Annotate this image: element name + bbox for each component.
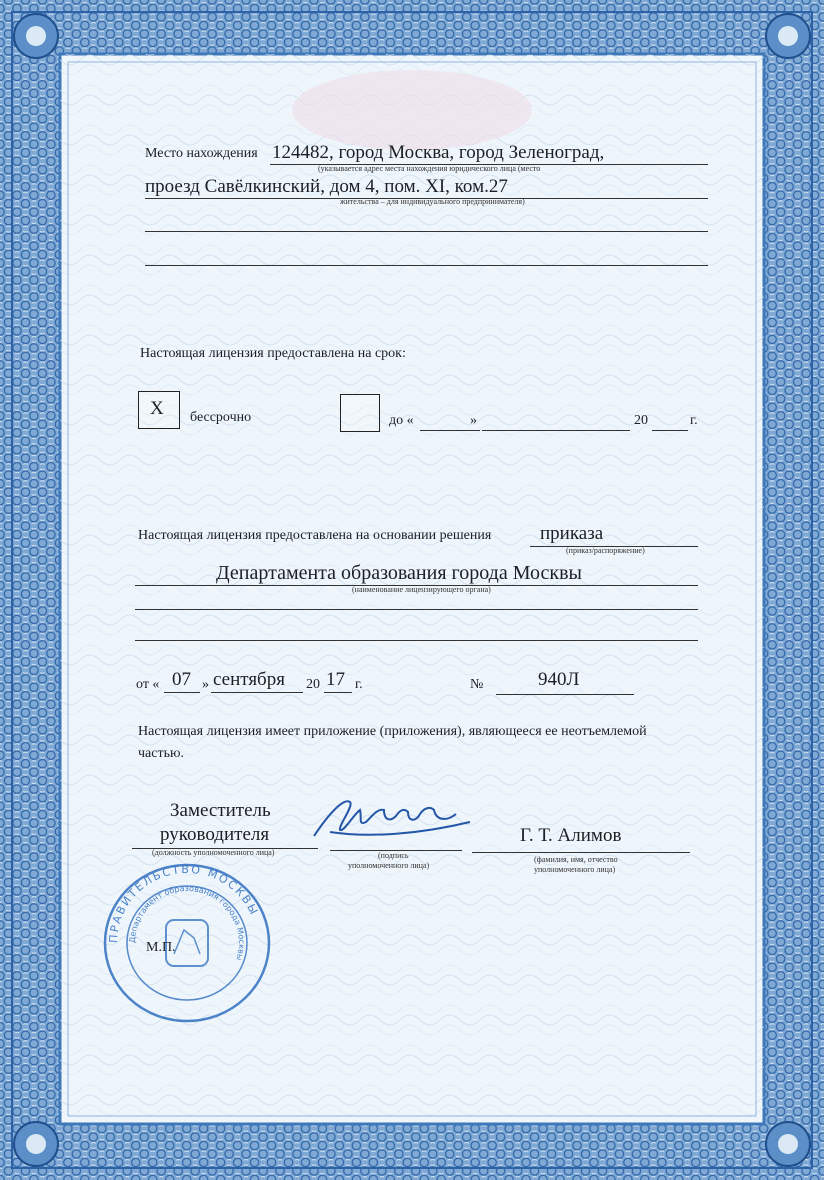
basis-underline-2 [135,609,698,610]
until-quote: » [470,413,477,428]
official-seal [94,858,280,1028]
order-number: 940Л [538,669,580,690]
appendix-line2: частью. [138,746,184,761]
location-line1: 124482, город Москва, город Зеленоград, [272,142,605,163]
signature-mark [300,792,480,852]
signatory-name: Г. Т. Алимов [520,825,622,846]
order-number-line [496,694,634,695]
position-line2: руководителя [160,824,270,845]
basis-label: Настоящая лицензия предоставлена на основании решения [138,528,492,543]
order-year-suffix: 17 [326,669,345,690]
order-month-line [211,692,303,693]
order-number-label: № [470,677,484,692]
order-year-mark: г. [355,677,363,692]
decision-caption: (приказ/распоряжение) [566,546,645,555]
appendix-line1: Настоящая лицензия имеет приложение (приложения), являющееся ее неотъемлемой [138,724,647,739]
seal-inner-text: Департамент образования города Москвы [127,883,247,962]
order-year-line [324,692,352,693]
order-day-line [164,692,200,693]
term-label: Настоящая лицензия предоставлена на срок: [140,346,406,361]
location-underline-3 [145,231,708,232]
location-caption-1: (указывается адрес места нахождения юридического лица (место [318,164,541,173]
order-from-prefix: от « [136,677,160,692]
until-year-suffix: г. [690,413,698,428]
seal-outer-text: ПРАВИТЕЛЬСТВО МОСКВЫ [106,862,262,944]
signature-caption-2: уполномоченного лица) [348,861,430,870]
licensing-authority: Департамента образования города Москвы [216,562,582,584]
basis-underline-3 [135,640,698,641]
location-line2: проезд Савёлкинский, дом 4, пом. XI, ком.27 [145,176,508,197]
name-underline [472,852,690,853]
seal-placeholder: М.П. [146,940,176,955]
order-month: сентября [213,669,285,690]
option-indefinite: бессрочно [190,410,252,425]
until-prefix: до « [389,413,414,428]
decision-type: приказа [540,523,604,544]
location-label: Место нахождения [145,146,258,161]
until-month-line [482,430,630,431]
name-caption-2: уполномоченного лица) [534,865,616,874]
order-day: 07 [172,669,191,690]
location-underline-4 [145,265,708,266]
until-checkbox [340,394,380,432]
order-year-prefix: 20 [306,677,320,692]
signature-caption-1: (подпись [378,851,409,860]
indefinite-checkbox [138,391,180,429]
authority-caption: (наименование лицензирующего органа) [352,585,491,594]
location-caption-2: жительства – для индивидуального предпринимателя) [340,197,525,206]
position-line1: Заместитель [170,800,271,821]
order-quote: » [202,677,209,692]
until-year-prefix: 20 [634,413,648,428]
checkbox-mark: Х [150,398,164,419]
position-caption: (должность уполномоченного лица) [152,848,275,857]
until-day-line [420,430,480,431]
until-year-line [652,430,688,431]
name-caption-1: (фамилия, имя, отчество [534,855,618,864]
